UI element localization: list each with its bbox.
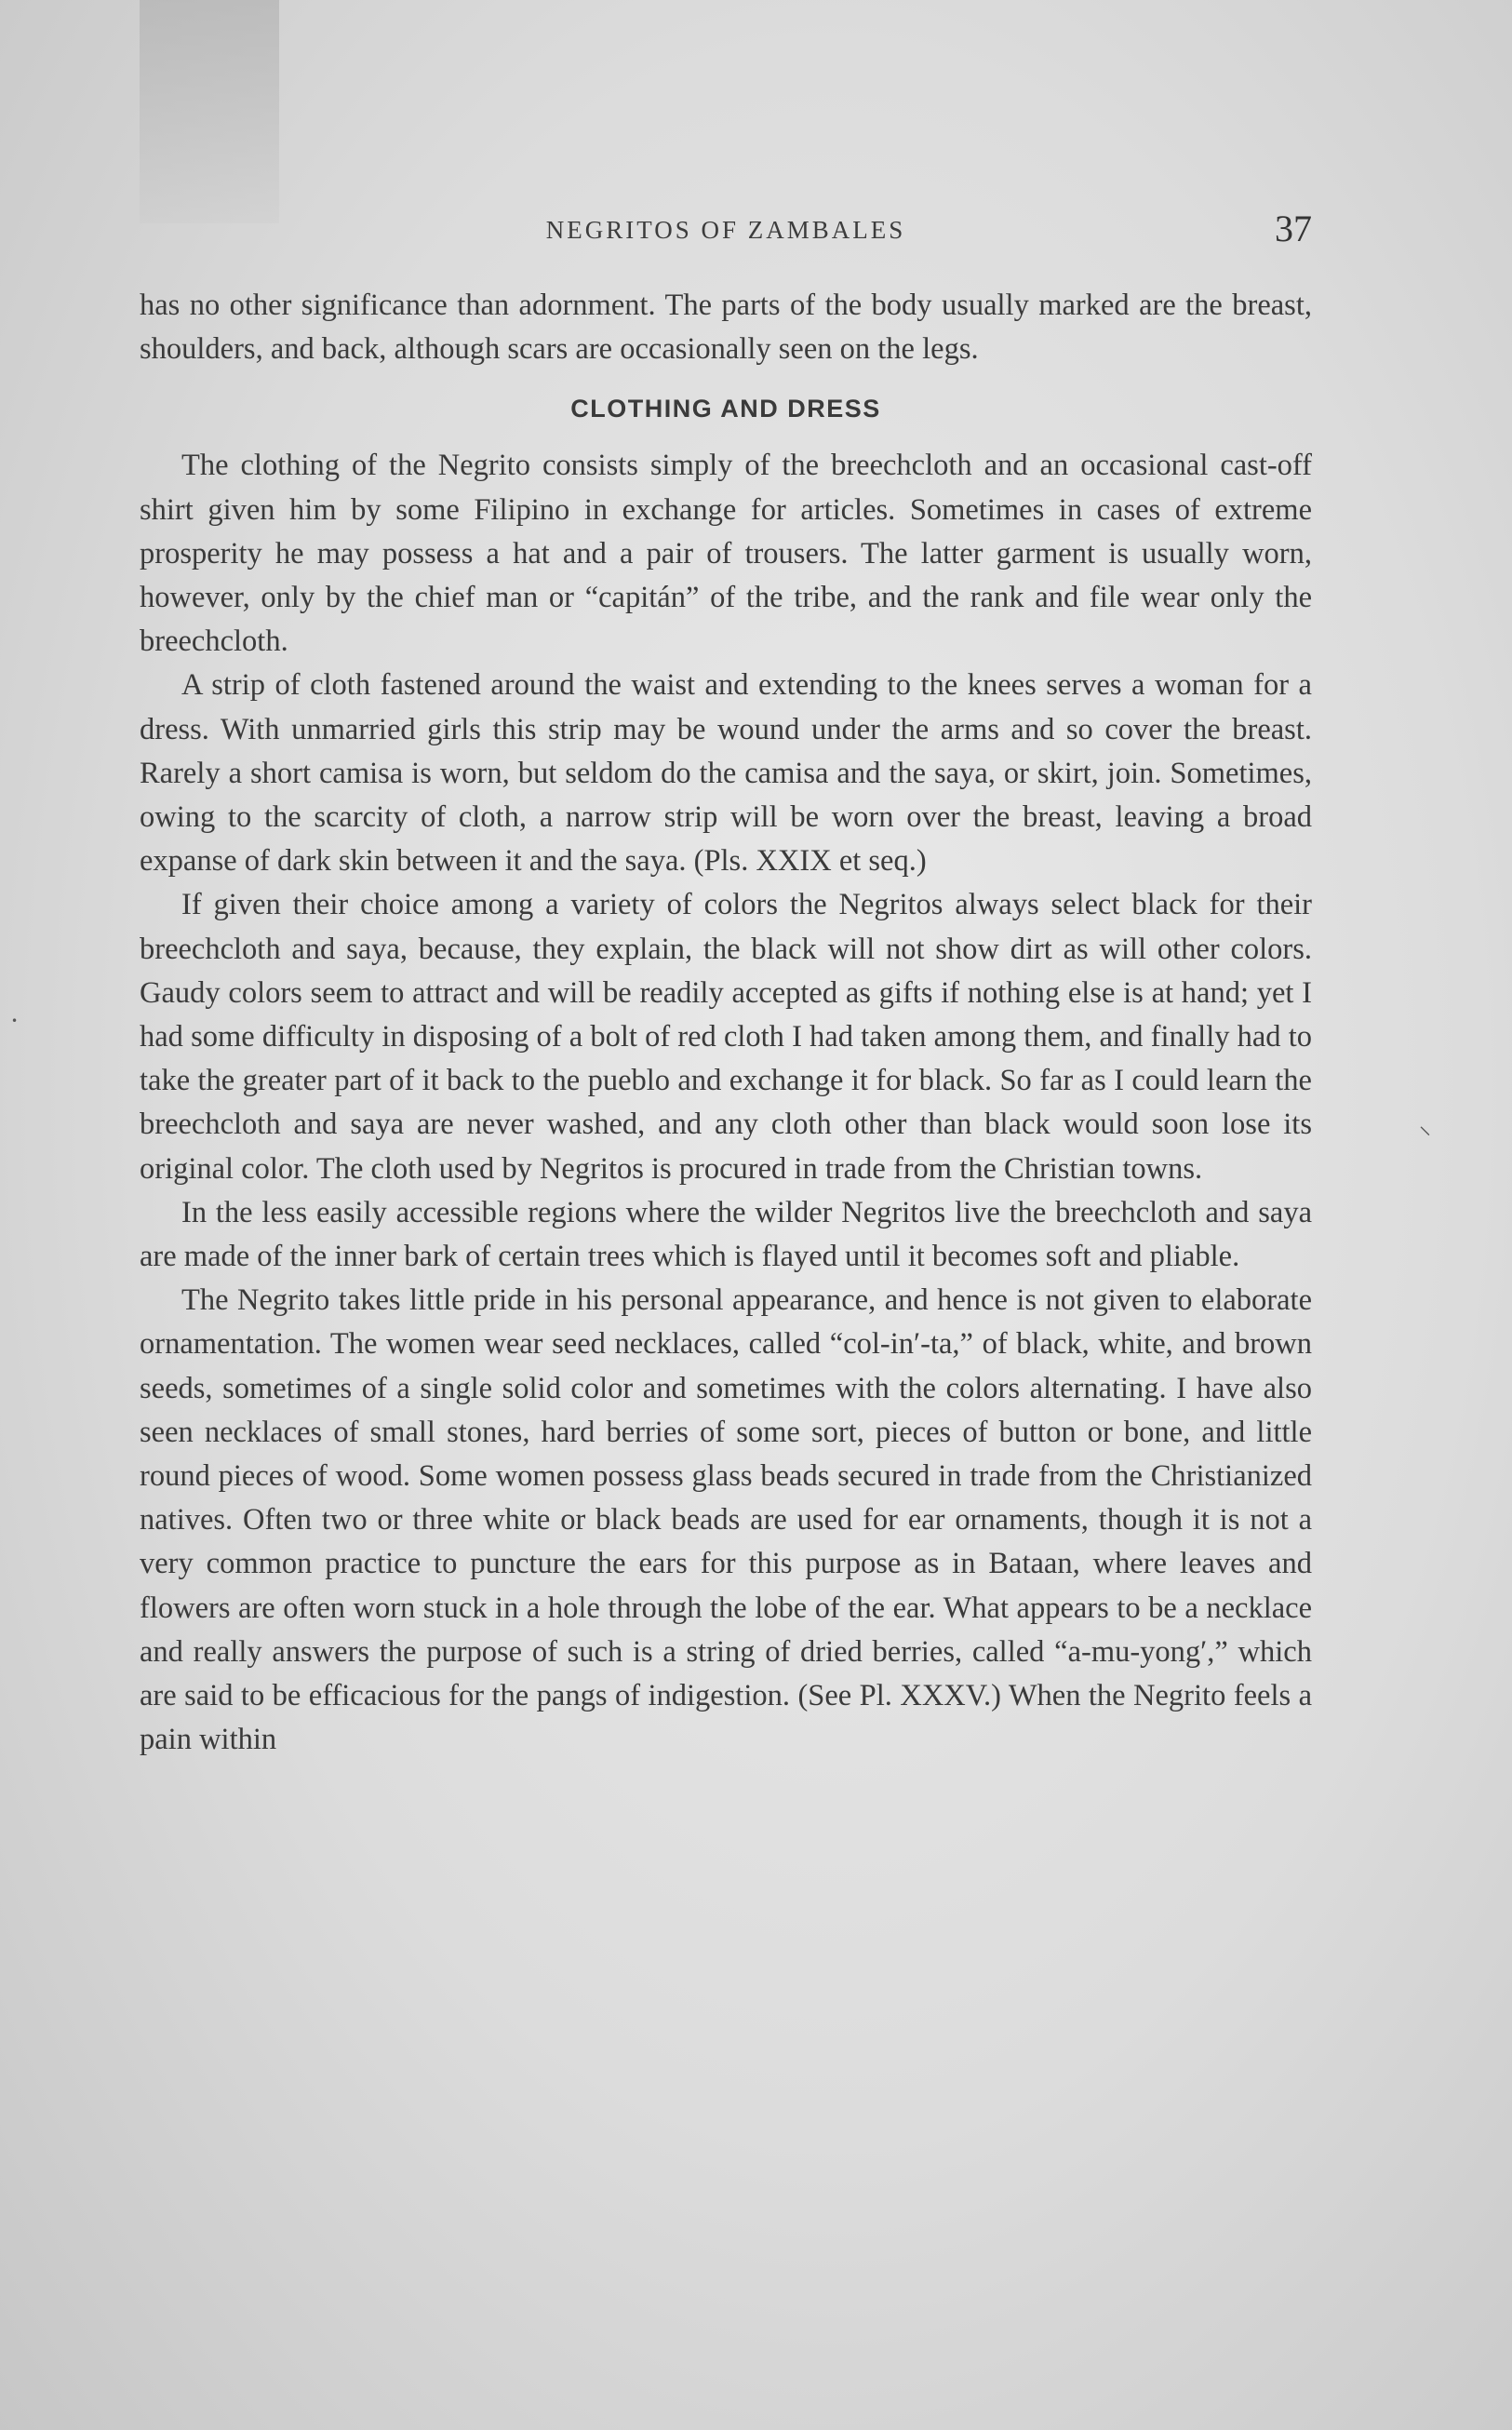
section-heading: CLOTHING AND DRESS: [570, 395, 881, 423]
running-head: [140, 207, 1312, 262]
body-text: [140, 284, 1312, 1763]
running-title: NEGRITOS OF ZAMBALES: [545, 216, 906, 244]
margin-tick-mark: ⸜: [1419, 1112, 1432, 1140]
paragraph-colors: If given their choice among a variety of colors the Negritos always select black for their breechcloth and saya, because, they explain, the black will not show dirt as will other colors. Gaudy colors seem to attract and will be readily accepted as gifts if nothing else is at hand; yet I had some difficulty in disposing of a bolt of red cloth I had taken among them, and finally had to take the greater part of it back to the pueblo and exchange it for black. So far as I could learn the breechcloth and saya are never washed, and any cloth other than black would soon lose its original color. The cloth used by Negritos is procured in trade from the Christian towns.: [140, 888, 1312, 1186]
paragraph-bark-cloth: In the less easily accessible regions where the wilder Negritos live the breechcloth and saya are made of the inner bark of certain trees which is flayed until it becomes soft and pliable.: [140, 1195, 1312, 1274]
paragraph-clothing: The clothing of the Negrito consists simply of the breechcloth and an occasional cast-off shirt given him by some Filipino in exchange for articles. Sometimes in cases of extreme prosperity he may possess a hat and a pair of trousers. The latter garment is usually worn, however, only by the chief man or “capitán” of the tribe, and the rank and file wear only the breechcloth.: [140, 449, 1312, 659]
page-number: 37: [1275, 208, 1312, 249]
opening-paragraph: has no other significance than adornment. The parts of the body usually marked are the breast, shoulders, and back, although scars are occasionally seen on the legs.: [140, 289, 1312, 367]
paragraph-ornamentation: The Negrito takes little pride in his personal appearance, and hence is not given to elaborate ornamentation. The women wear seed necklaces, called “col-in′-ta,” of black, white, and brown seeds, sometimes of a single solid color and sometimes with the colors alternating. I have also seen necklaces of small stones, hard berries of some sort, pieces of button or bone, and little round pieces of wood. Some women possess glass beads secured in trade from the Christianized natives. Often two or three white or black beads are used for ear ornaments, though it is not a very common practice to puncture the ears for this purpose as in Bataan, where leaves and flowers are often worn stuck in a hole through the lobe of the ear. What appears to be a necklace and really answers the purpose of such is a string of dried berries, called “a-mu-yong′,” which are said to be efficacious for the pangs of indigestion. (See Pl. XXXV.) When the Negrito feels a pain within: [140, 1283, 1312, 1757]
paragraph-womens-dress: A strip of cloth fastened around the waist and extending to the knees serves a woman for a dress. With unmarried girls this strip may be wound under the arms and so cover the breast. Rarely a short camisa is worn, but seldom do the camisa and the saya, or skirt, join. Sometimes, owing to the scarcity of cloth, a narrow strip will be worn over the breast, leaving a broad expanse of dark skin between it and the saya. (Pls. XXIX et seq.): [140, 668, 1312, 879]
margin-dot-mark: •: [11, 1014, 19, 1027]
page-smudge: [140, 0, 279, 223]
